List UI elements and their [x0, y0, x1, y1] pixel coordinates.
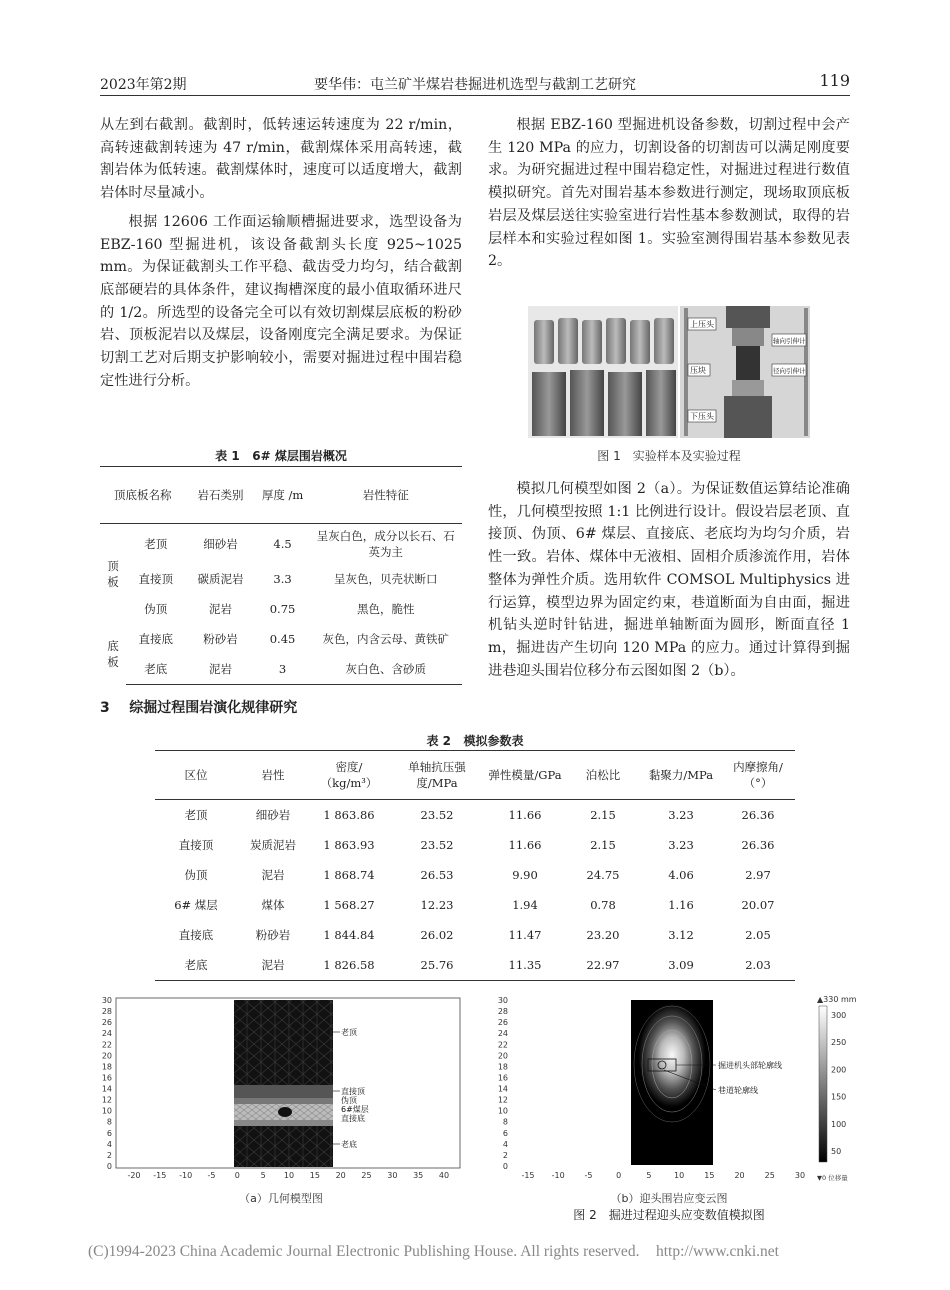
table-cell: 11.47: [508, 928, 542, 942]
y-tick-label: 0: [502, 1162, 508, 1171]
table-row: [155, 860, 795, 890]
x-tick-label: -10: [551, 1171, 565, 1180]
y-tick-label: 22: [497, 1040, 508, 1050]
figure2a-caption: （a）几何模型图: [239, 1192, 323, 1205]
strain-contour: [631, 1000, 713, 1165]
y-tick-label: 2: [502, 1150, 508, 1160]
colorbar-min: ▼0 位移量: [817, 1174, 848, 1182]
table-cell: 泥岩: [237, 950, 309, 981]
figure2-caption: 图 2 掘进过程迎头应变数值模拟图: [573, 1208, 765, 1222]
x-tick-label: 40: [438, 1171, 450, 1180]
x-tick-label: 10: [283, 1171, 295, 1180]
y-tick-label: 10: [101, 1106, 112, 1116]
table-cell: 0.78: [590, 898, 616, 912]
table2-caption: [155, 732, 795, 749]
table-cell: 直接底: [138, 632, 174, 646]
table-cell: 呈灰白色，成分以长石、石英为主: [316, 529, 455, 559]
colorbar-tick: 50: [831, 1147, 842, 1156]
table-cell: 3: [256, 654, 310, 685]
table-cell: 3.23: [668, 838, 694, 852]
x-tick-label: -5: [207, 1171, 216, 1180]
table2-header: 内摩擦角/（°）: [721, 751, 795, 800]
figure2a: [100, 996, 462, 1205]
table-cell: 煤体: [261, 898, 285, 912]
y-tick-label: 24: [101, 1029, 112, 1039]
table-cell: 23.52: [420, 838, 454, 852]
geometry-model: [234, 1000, 333, 1167]
x-axis-ticks: [521, 1171, 805, 1180]
y-tick-label: 2: [106, 1150, 112, 1160]
table-cell: 2.03: [721, 950, 795, 981]
running-title: 要华伟：屯兰矿半煤岩巷掘进机选型与截割工艺研究: [314, 77, 636, 93]
copyright-notice: (C)1994-2023 China Academic Journal Electronic Publishing House. All rights reserved.: [88, 1243, 640, 1260]
y-tick-label: 6: [502, 1128, 508, 1138]
label-roadway: 巷道轮廓线: [718, 1086, 758, 1095]
y-tick-label: 10: [497, 1106, 508, 1116]
table-row: [100, 624, 462, 654]
layer-main-roof: [234, 1000, 333, 1085]
colorbar-tick: 150: [831, 1092, 847, 1102]
y-tick-label: 18: [497, 1062, 508, 1072]
table-row: [155, 800, 795, 831]
table-cell: 3.23: [668, 808, 694, 822]
table-cell: 呈灰色，贝壳状断口: [334, 572, 438, 586]
x-tick-label: 30: [387, 1171, 398, 1180]
y-tick-label: 16: [497, 1073, 508, 1083]
label-coal-seam: 6#煤层: [341, 1105, 369, 1114]
y-tick-label: 16: [101, 1073, 112, 1083]
figure1-photo: [528, 306, 810, 438]
x-tick-label: 0: [616, 1171, 622, 1180]
table-cell: 粉砂岩: [203, 632, 238, 646]
cnki-link[interactable]: http://www.cnki.net: [656, 1243, 779, 1260]
table-cell: 细砂岩: [255, 808, 291, 822]
label-false-roof: 伪顶: [341, 1096, 357, 1105]
table-cell: 0.75: [269, 602, 296, 616]
table1: [100, 466, 462, 685]
x-tick-label: 0: [234, 1171, 240, 1180]
table-cell: 2.15: [590, 838, 616, 852]
table-cell: 23.52: [420, 808, 454, 822]
section-number: 3: [100, 700, 110, 716]
table1-header: 顶底板名称: [100, 467, 186, 524]
table-row: [100, 654, 462, 685]
y-tick-label: 14: [497, 1084, 508, 1094]
table-cell: 9.90: [512, 868, 538, 882]
y-tick-label: 28: [101, 1007, 112, 1017]
table-cell: 26.53: [420, 868, 454, 882]
y-tick-label: 28: [497, 1007, 508, 1017]
x-tick-label: 25: [764, 1171, 775, 1180]
paragraph: 根据 12606 工作面运输顺槽掘进要求，选型设备为 EBZ-160 型掘进机，该设备截割头长度 925~1025 mm。为保证截割头工作平稳、截齿受力均匀，结合截割底部硬岩的具体条件，建议掏槽深度的最小值取循环进尺的 1/2。所选型的设备完全可以有效切割煤层底板的粉砂岩、顶板泥岩以及煤层，设备刚度完全满足要求。为保证切割工艺对后期支护影响较小，需要对掘进过程中围岩稳定性进行分析。: [100, 213, 462, 389]
y-tick-label: 8: [502, 1117, 508, 1127]
layer-main-floor: [234, 1126, 333, 1167]
label-main-floor: 老底: [341, 1140, 357, 1149]
table-row: [100, 524, 462, 565]
table-cell: 直接顶: [178, 838, 214, 852]
right-column-text: [488, 114, 850, 273]
table-cell: 20.07: [741, 898, 775, 912]
label-block: 压块: [690, 366, 706, 375]
table-cell: 1 863.86: [323, 808, 375, 822]
roadway-section: [278, 1107, 292, 1117]
x-tick-label: -15: [521, 1171, 535, 1180]
table2-header: 弹性模量/GPa: [485, 751, 565, 800]
layer-immediate-roof: [234, 1085, 333, 1098]
table-row: [155, 920, 795, 950]
table2: [155, 750, 795, 981]
table-cell: 22.97: [565, 950, 641, 981]
paragraph: 根据 EBZ-160 型掘进机设备参数，切割过程中会产生 120 MPa 的应力，切割设备的切割齿可以满足刚度要求。为研究掘进过程中围岩稳定性，对掘进过程进行数值模拟研究。首先对围岩基本参数进行测定，现场取顶底板岩层及煤层送往实验室进行岩性基本参数测试，取得的岩层样本和实验过程如图 1。实验室测得围岩基本参数见表 2。: [488, 117, 850, 270]
x-tick-label: 20: [734, 1171, 745, 1180]
y-tick-label: 8: [106, 1117, 112, 1127]
y-tick-label: 24: [497, 1029, 508, 1039]
table-cell: 直接顶: [138, 572, 174, 586]
table1-number: 表 1: [215, 449, 240, 463]
y-tick-label: 30: [497, 996, 508, 1005]
table-cell: 2.15: [590, 808, 616, 822]
table-cell: 3.3: [273, 572, 292, 586]
journal-issue: 2023年第2期: [100, 77, 187, 93]
table-cell: 黑色，脆性: [357, 602, 415, 616]
y-tick-label: 12: [497, 1095, 508, 1105]
table2-number: 表 2: [426, 734, 451, 748]
table-cell: 细砂岩: [203, 537, 238, 551]
layer-immediate-floor: [234, 1120, 333, 1126]
table-cell: 1.94: [512, 898, 538, 912]
table-cell: 泥岩: [209, 602, 233, 616]
y-tick-label: 26: [101, 1018, 112, 1028]
table-cell: 1 868.74: [323, 868, 375, 882]
section-title: 综掘过程围岩演化规律研究: [129, 700, 298, 716]
page-number: 119: [819, 71, 850, 90]
table-cell: 0.45: [269, 632, 296, 646]
colorbar-max: ▲330 mm: [817, 995, 857, 1004]
table1-header: 岩性特征: [310, 467, 462, 524]
table-cell: 26.02: [420, 928, 454, 942]
y-axis-ticks: [102, 996, 112, 1171]
table-cell: 26.36: [741, 838, 775, 852]
x-tick-label: 15: [704, 1171, 715, 1180]
figure1-caption: 图 1 实验样本及实验过程: [597, 449, 741, 463]
table-cell: 6# 煤层: [174, 898, 218, 912]
table-cell: 老顶: [144, 537, 168, 551]
table2-header: 密度/（kg/m³）: [309, 751, 389, 800]
y-tick-label: 14: [101, 1084, 112, 1094]
colorbar-tick: 300: [831, 1011, 847, 1020]
table-row: [155, 830, 795, 860]
label-radial-extensometer: 径向引伸计: [773, 367, 806, 375]
header-rule: [100, 95, 850, 96]
label-lower-head: 下压头: [690, 412, 714, 421]
y-tick-label: 30: [101, 996, 112, 1005]
table-cell: 11.35: [485, 950, 565, 981]
x-tick-label: -10: [179, 1171, 193, 1180]
colorbar-tick: 200: [831, 1065, 847, 1075]
label-axial-extensometer: 轴向引伸计: [773, 337, 806, 345]
table2-header: 岩性: [237, 751, 309, 800]
figure1: [528, 306, 810, 438]
figure2a-plot: [100, 996, 462, 1186]
y-tick-label: 4: [106, 1139, 112, 1149]
table2-header: 区位: [155, 751, 237, 800]
label-main-roof: 老顶: [341, 1028, 357, 1037]
table-cell: 23.20: [586, 928, 620, 942]
table-row: [100, 594, 462, 624]
table2-title: 模拟参数表: [463, 734, 524, 748]
table-cell: 老底: [126, 654, 186, 685]
x-tick-label: 10: [674, 1171, 685, 1180]
table-cell: 11.66: [508, 808, 542, 822]
table-row: [155, 950, 795, 981]
layer-false-roof: [234, 1098, 333, 1104]
x-tick-label: -15: [153, 1171, 167, 1180]
table1-caption: [100, 447, 462, 464]
table-cell: 1.16: [668, 898, 694, 912]
figure2b-caption: （b）迎头围岩应变云图: [610, 1192, 728, 1205]
label-immediate-roof: 直接顶: [341, 1087, 365, 1096]
y-tick-label: 12: [101, 1095, 112, 1105]
y-tick-label: 20: [497, 1051, 508, 1061]
table1-header: 厚度 /m: [256, 467, 310, 524]
section-heading: [100, 697, 297, 717]
table-cell: 3.09: [641, 950, 721, 981]
table-cell: 12.23: [420, 898, 454, 912]
table-row: [155, 890, 795, 920]
table-cell: 4.5: [273, 537, 292, 551]
paragraph: 模拟几何模型如图 2（a）。为保证数值运算结论准确性，几何模型按照 1:1 比例进行设计。假设岩层老顶、直接顶、伪顶、6# 煤层、直接底、老底均为均匀介质，岩性一致。岩体、煤体中无液相、固相介质渗流作用，岩体整体为弹性介质。选用软件 COMSOL Multiphysics 进行运算，模型边界为固定约束，巷道断面为自由面，掘进机钻头逆时针钻进，掘进单轴断面为圆形，断面直径 1 m，掘进齿产生切向 120 MPa 的应力。通过计算得到掘进巷迎头围岩位移分布云图如图 2（b）。: [488, 481, 850, 679]
table-cell: 碳质泥岩: [197, 572, 244, 586]
table2-header: 单轴抗压强度/MPa: [389, 751, 485, 800]
table-cell: 11.66: [508, 838, 542, 852]
x-tick-label: 30: [794, 1171, 806, 1180]
x-tick-label: 5: [646, 1171, 652, 1180]
table-cell: 1 826.58: [309, 950, 389, 981]
y-tick-label: 20: [101, 1051, 112, 1061]
y-tick-label: 4: [502, 1139, 508, 1149]
colorbar-tick: 100: [831, 1119, 847, 1129]
table-cell: 粉砂岩: [255, 928, 291, 942]
table-cell: 26.36: [741, 808, 775, 822]
y-tick-label: 0: [106, 1162, 112, 1171]
x-tick-label: 25: [361, 1171, 372, 1180]
figure2b: [488, 995, 857, 1205]
table-cell: 老底: [155, 950, 237, 981]
label-immediate-floor: 直接底: [341, 1114, 365, 1123]
table-cell: 灰白色、含砂质: [310, 654, 462, 685]
y-tick-label: 18: [101, 1062, 112, 1072]
x-tick-label: -5: [584, 1171, 593, 1180]
x-tick-label: 35: [413, 1171, 424, 1180]
group-label-top: 顶板: [107, 559, 119, 589]
table-row: [100, 564, 462, 594]
table-cell: 25.76: [389, 950, 485, 981]
table-cell: 直接底: [178, 928, 214, 942]
y-tick-label: 26: [497, 1018, 508, 1028]
label-upper-head: 上压头: [690, 320, 714, 329]
table-cell: 泥岩: [261, 868, 285, 882]
table-cell: 老顶: [184, 808, 208, 822]
left-column-text: [100, 114, 462, 392]
table2-header: 黏聚力/MPa: [641, 751, 721, 800]
table-cell: 1 568.27: [323, 898, 375, 912]
table-cell: 4.06: [668, 868, 694, 882]
table1-header: 岩石类别: [186, 467, 256, 524]
figure2b-plot: [488, 995, 857, 1186]
y-tick-label: 22: [101, 1040, 112, 1050]
table-cell: 24.75: [586, 868, 620, 882]
table-cell: 炭质泥岩: [250, 838, 296, 852]
paragraph: 从左到右截割。截割时，低转速运转速度为 22 r/min，高转速截割转速为 47 r/min，截割煤体采用高转速，截割岩体为低转速。截割煤体时，速度可以适度增大，截割岩体时尽量减小。: [100, 117, 462, 202]
x-tick-label: 20: [335, 1171, 346, 1180]
table-cell: 2.05: [745, 928, 771, 942]
x-tick-label: 5: [260, 1171, 266, 1180]
table-cell: 灰色，内含云母、黄铁矿: [322, 632, 450, 646]
x-tick-label: -20: [127, 1171, 141, 1180]
table-cell: 3.12: [668, 928, 694, 942]
y-tick-label: 6: [106, 1128, 112, 1138]
table2-header: 泊松比: [565, 751, 641, 800]
table-cell: 1 863.93: [323, 838, 375, 852]
table1-title: 6# 煤层围岩概况: [252, 449, 347, 463]
label-cutter-head: 掘进机头部轮廓线: [718, 1061, 782, 1070]
right-column-text-2: [488, 478, 850, 682]
x-axis-ticks: [127, 1171, 449, 1180]
x-tick-label: 15: [309, 1171, 320, 1180]
table-cell: 1 844.84: [323, 928, 375, 942]
table-cell: 泥岩: [186, 654, 256, 685]
table-cell: 伪顶: [144, 602, 168, 616]
group-label-bottom: 底板: [107, 639, 119, 670]
colorbar-tick: 250: [831, 1038, 847, 1048]
table-cell: 2.97: [745, 868, 771, 882]
table-cell: 伪顶: [184, 868, 208, 882]
